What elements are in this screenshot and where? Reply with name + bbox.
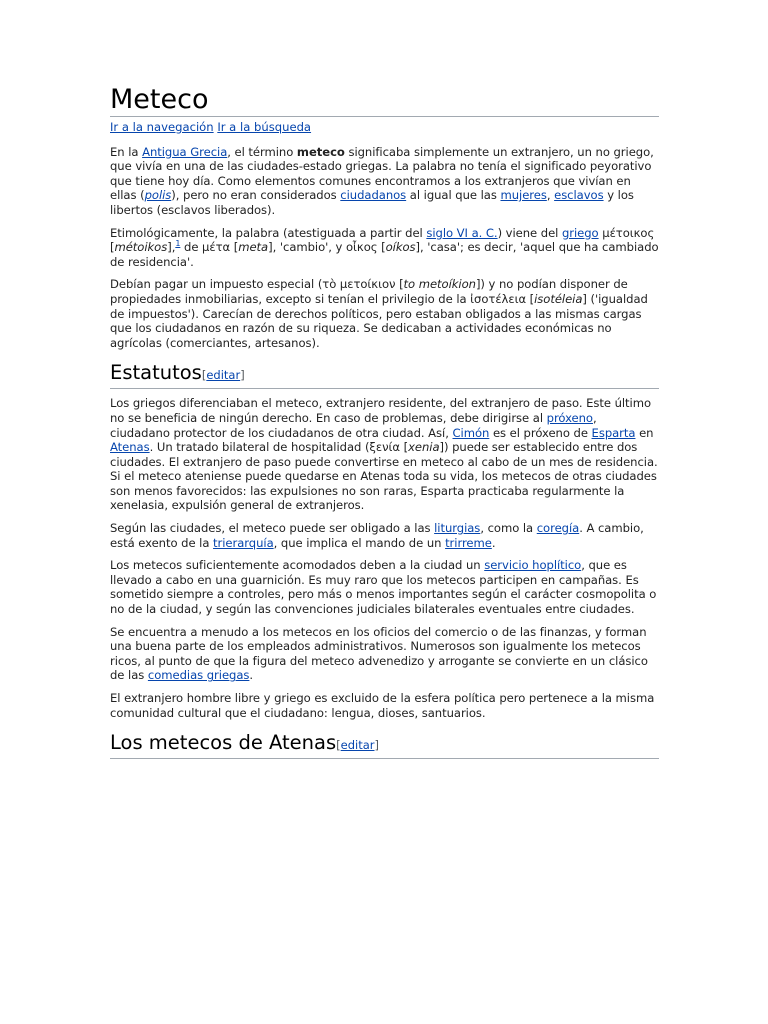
text: ), pero no eran considerados: [171, 188, 341, 203]
text: ) viene del: [497, 225, 562, 240]
jump-to-search-link[interactable]: Ir a la búsqueda: [217, 120, 312, 134]
edit-section-link-estatutos[interactable]: editar: [206, 368, 241, 383]
intro-paragraph-3: [110, 277, 659, 350]
section-heading-text: Estatutos: [110, 361, 202, 385]
link-griego[interactable]: griego: [561, 225, 599, 240]
text: .: [249, 668, 254, 683]
text: Los metecos suficientemente acomodados deben a la ciudad un: [110, 558, 485, 573]
link-trirreme[interactable]: trirreme: [445, 535, 492, 550]
text: Se encuentra a menudo a los metecos en los oficios del comercio o de las finanzas, y forman una buena parte de los empleados administrativos. Numerosos son igualmente los metecos ricos, al punto de que la figura del meteco advenedizo y arrogante se convierte en un clásico de las: [110, 624, 648, 683]
page-title: Meteco: [110, 84, 659, 117]
text: significaba simplemente un extranjero, un no griego, que vivía en una de las ciudades-estado griegas. La palabra no tenía el significado peyorativo que tiene hoy día. Como elementos comunes encontramos a los extranjeros que vivían en ellas (: [110, 144, 654, 203]
text: de μέτα [: [180, 240, 239, 255]
text: . Un tratado bilateral de hospitalidad (ξενία [: [149, 440, 409, 455]
reference-1[interactable]: 1: [175, 239, 181, 249]
bold-term: meteco: [296, 144, 345, 159]
italic-term: xenia: [408, 440, 440, 455]
text: ], 'casa'; es decir, 'aquel que ha cambiado de residencia'.: [110, 240, 659, 269]
intro-paragraph-1: [110, 145, 659, 218]
link-servicio-hoplitico[interactable]: servicio hoplítico: [484, 558, 582, 573]
italic-term: isotéleia: [534, 291, 583, 306]
text: y los libertos (esclavos liberados).: [110, 188, 634, 217]
text: Etimológicamente, la palabra (atestiguada a partir del: [110, 225, 427, 240]
jump-to-navigation-link[interactable]: Ir a la navegación: [110, 120, 214, 134]
italic-term: to metoíkion: [403, 277, 476, 292]
estatutos-paragraph-1: [110, 396, 659, 513]
link-atenas[interactable]: Atenas: [110, 440, 150, 455]
text: . A cambio, está exento de la: [110, 521, 644, 550]
text: , que implica el mando de un: [273, 535, 446, 550]
estatutos-paragraph-2: [110, 521, 659, 550]
text: ]) y no podían disponer de propiedades inmobiliarias, excepto si tenían el privilegio de la ἰσοτέλεια [: [110, 277, 628, 306]
estatutos-paragraph-4: [110, 625, 659, 683]
link-trierarquia[interactable]: trierarquía: [213, 535, 274, 550]
bracket: [: [336, 738, 341, 753]
italic-term: meta: [238, 240, 269, 255]
link-siglo-vi[interactable]: siglo VI a. C.: [426, 225, 498, 240]
estatutos-paragraph-3: [110, 558, 659, 616]
article: [110, 84, 659, 759]
link-cimon[interactable]: Cimón: [452, 425, 490, 440]
bracket: ]: [374, 738, 379, 753]
text: Según las ciudades, el meteco puede ser obligado a las: [110, 521, 435, 536]
section-heading-text: Los metecos de Atenas: [110, 731, 337, 755]
link-antigua-grecia[interactable]: Antigua Grecia: [142, 144, 228, 159]
link-esparta[interactable]: Esparta: [591, 425, 636, 440]
italic-term: oíkos: [385, 240, 416, 255]
link-comedias-griegas[interactable]: comedias griegas: [147, 668, 250, 683]
text: ,: [546, 188, 555, 203]
text: En la: [110, 144, 143, 159]
text: Debían pagar un impuesto especial (τὸ μετοίκιον [: [110, 277, 404, 292]
link-proxeno[interactable]: próxeno: [546, 410, 593, 425]
intro-paragraph-2: [110, 226, 659, 270]
bracket: [: [201, 368, 207, 383]
estatutos-paragraph-5: [110, 691, 659, 720]
text: El extranjero hombre libre y griego es excluido de la esfera política pero pertenece a la misma comunidad cultural que el ciudadano: lengua, dioses, santuarios.: [110, 691, 655, 720]
bracket: ]: [240, 368, 245, 383]
section-heading-estatutos: [110, 360, 659, 389]
text: al igual que las: [406, 188, 501, 203]
text: , el término: [227, 144, 297, 159]
italic-term: métoikos: [114, 240, 168, 255]
link-esclavos[interactable]: esclavos: [554, 188, 604, 203]
text: ], 'cambio', y οἶκος [: [268, 240, 386, 255]
edit-section: [336, 738, 379, 752]
link-coregia[interactable]: coregía: [536, 521, 580, 536]
link-mujeres[interactable]: mujeres: [500, 188, 547, 203]
text: , que es llevado a cabo en una guarnición. Es muy raro que los metecos participen en campañas. Es sometido siempre a controles, pero más o menos importantes según el carácter cosmopolita o no de la ciudad, y según las convenciones judiciales bilaterales eventuales entre ciudades.: [110, 558, 657, 617]
text: , como la: [480, 521, 537, 536]
text: es el próxeno de: [489, 425, 592, 440]
link-ciudadanos[interactable]: ciudadanos: [340, 188, 407, 203]
section-heading-atenas: [110, 730, 659, 759]
text: en: [635, 425, 654, 440]
text: ]) puede ser establecido entre dos ciudades. El extranjero de paso puede convertirse en meteco al cabo de un mes de residencia. Si el meteco ateniense puede quedarse en Atenas toda su vida, los metecos de otras ciudades son menos favorecidos: las expulsiones no son raras, Esparta practicaba regularmente la xenelasia, expulsión general de extranjeros.: [110, 440, 658, 513]
text: ],: [167, 240, 176, 255]
text: ] ('igualdad de impuestos'). Carecían de derechos políticos, pero estaban obligados a las mismas cargas que los ciudadanos en razón de su riqueza. Se dedicaban a actividades económicas no agrícolas (comerciantes, artesanos).: [110, 291, 648, 350]
link-polis[interactable]: polis: [144, 188, 172, 203]
edit-section: [202, 368, 245, 382]
jump-links: [110, 120, 659, 135]
text: , ciudadano protector de los ciudadanos de otra ciudad. Así,: [110, 410, 597, 440]
text: μέτοικος [: [110, 225, 655, 255]
text: Los griegos diferenciaban el meteco, extranjero residente, del extranjero de paso. Este último no se beneficia de ningún derecho. En caso de problemas, debe dirigirse al: [110, 396, 651, 425]
text: .: [491, 535, 496, 550]
edit-section-link-atenas[interactable]: editar: [340, 738, 375, 753]
link-liturgias[interactable]: liturgias: [434, 521, 481, 536]
